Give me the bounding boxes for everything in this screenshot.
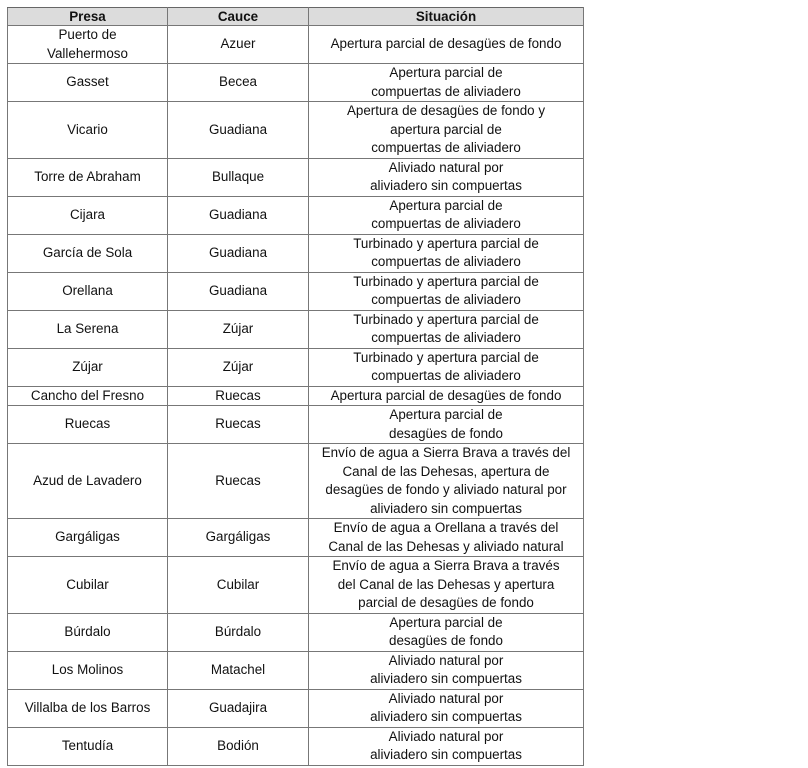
cell-situacion: Turbinado y apertura parcial de compuertas de aliviadero (309, 234, 584, 272)
cell-situacion: Apertura parcial de desagües de fondo (309, 406, 584, 444)
table-row (8, 196, 584, 234)
table-row (8, 64, 584, 102)
cell-cauce: Zújar (168, 310, 309, 348)
table-row (8, 727, 584, 765)
cell-presa: Vicario (8, 102, 168, 159)
dam-status-table (7, 7, 584, 766)
cell-presa: Cijara (8, 196, 168, 234)
cell-situacion: Apertura parcial de desagües de fondo (309, 386, 584, 406)
header-row (8, 8, 584, 26)
cell-situacion: Aliviado natural por aliviadero sin compuertas (309, 158, 584, 196)
cell-presa: Zújar (8, 348, 168, 386)
table-row (8, 613, 584, 651)
table-row (8, 386, 584, 406)
cell-cauce: Guadiana (168, 102, 309, 159)
cell-cauce: Matachel (168, 651, 309, 689)
table-header (8, 8, 584, 26)
cell-presa: Tentudía (8, 727, 168, 765)
cell-presa: Cancho del Fresno (8, 386, 168, 406)
cell-presa: Azud de Lavadero (8, 444, 168, 519)
cell-presa: Los Molinos (8, 651, 168, 689)
cell-cauce: Bodión (168, 727, 309, 765)
cell-cauce: Cubilar (168, 557, 309, 614)
cell-cauce: Gargáligas (168, 519, 309, 557)
cell-cauce: Zújar (168, 348, 309, 386)
cell-situacion: Apertura parcial de desagües de fondo (309, 613, 584, 651)
cell-presa: La Serena (8, 310, 168, 348)
table-row (8, 158, 584, 196)
table-body (8, 26, 584, 766)
header-presa: Presa (8, 8, 168, 26)
cell-presa: Ruecas (8, 406, 168, 444)
cell-situacion: Envío de agua a Orellana a través del Canal de las Dehesas y aliviado natural (309, 519, 584, 557)
cell-cauce: Becea (168, 64, 309, 102)
cell-presa: Orellana (8, 272, 168, 310)
cell-presa: Gargáligas (8, 519, 168, 557)
cell-presa: Torre de Abraham (8, 158, 168, 196)
cell-situacion: Turbinado y apertura parcial de compuertas de aliviadero (309, 272, 584, 310)
cell-situacion: Aliviado natural por aliviadero sin compuertas (309, 651, 584, 689)
header-cauce: Cauce (168, 8, 309, 26)
cell-cauce: Guadiana (168, 196, 309, 234)
table-row (8, 689, 584, 727)
cell-cauce: Azuer (168, 26, 309, 64)
table-row (8, 444, 584, 519)
table-row (8, 348, 584, 386)
cell-cauce: Guadiana (168, 272, 309, 310)
cell-cauce: Ruecas (168, 406, 309, 444)
cell-situacion: Apertura parcial de compuertas de aliviadero (309, 64, 584, 102)
cell-situacion: Envío de agua a Sierra Brava a través del Canal de las Dehesas y apertura parcial de desagües de fondo (309, 557, 584, 614)
table-row (8, 26, 584, 64)
cell-situacion: Turbinado y apertura parcial de compuertas de aliviadero (309, 348, 584, 386)
cell-presa: García de Sola (8, 234, 168, 272)
table-row (8, 310, 584, 348)
cell-cauce: Búrdalo (168, 613, 309, 651)
cell-presa: Villalba de los Barros (8, 689, 168, 727)
table-row (8, 234, 584, 272)
cell-situacion: Apertura parcial de compuertas de aliviadero (309, 196, 584, 234)
table-row (8, 272, 584, 310)
cell-cauce: Guadiana (168, 234, 309, 272)
cell-situacion: Aliviado natural por aliviadero sin compuertas (309, 727, 584, 765)
cell-presa: Búrdalo (8, 613, 168, 651)
cell-cauce: Bullaque (168, 158, 309, 196)
table-row (8, 651, 584, 689)
cell-presa: Cubilar (8, 557, 168, 614)
cell-presa: Gasset (8, 64, 168, 102)
cell-situacion: Envío de agua a Sierra Brava a través del Canal de las Dehesas, apertura de desagües de fondo y aliviado natural por aliviadero sin compuertas (309, 444, 584, 519)
cell-situacion: Turbinado y apertura parcial de compuertas de aliviadero (309, 310, 584, 348)
table-row (8, 519, 584, 557)
cell-situacion: Apertura parcial de desagües de fondo (309, 26, 584, 64)
header-situacion: Situación (309, 8, 584, 26)
cell-situacion: Aliviado natural por aliviadero sin compuertas (309, 689, 584, 727)
table-row (8, 406, 584, 444)
cell-cauce: Guadajira (168, 689, 309, 727)
cell-situacion: Apertura de desagües de fondo y apertura parcial de compuertas de aliviadero (309, 102, 584, 159)
table-row (8, 102, 584, 159)
cell-presa: Puerto de Vallehermoso (8, 26, 168, 64)
table-row (8, 557, 584, 614)
cell-cauce: Ruecas (168, 444, 309, 519)
cell-cauce: Ruecas (168, 386, 309, 406)
